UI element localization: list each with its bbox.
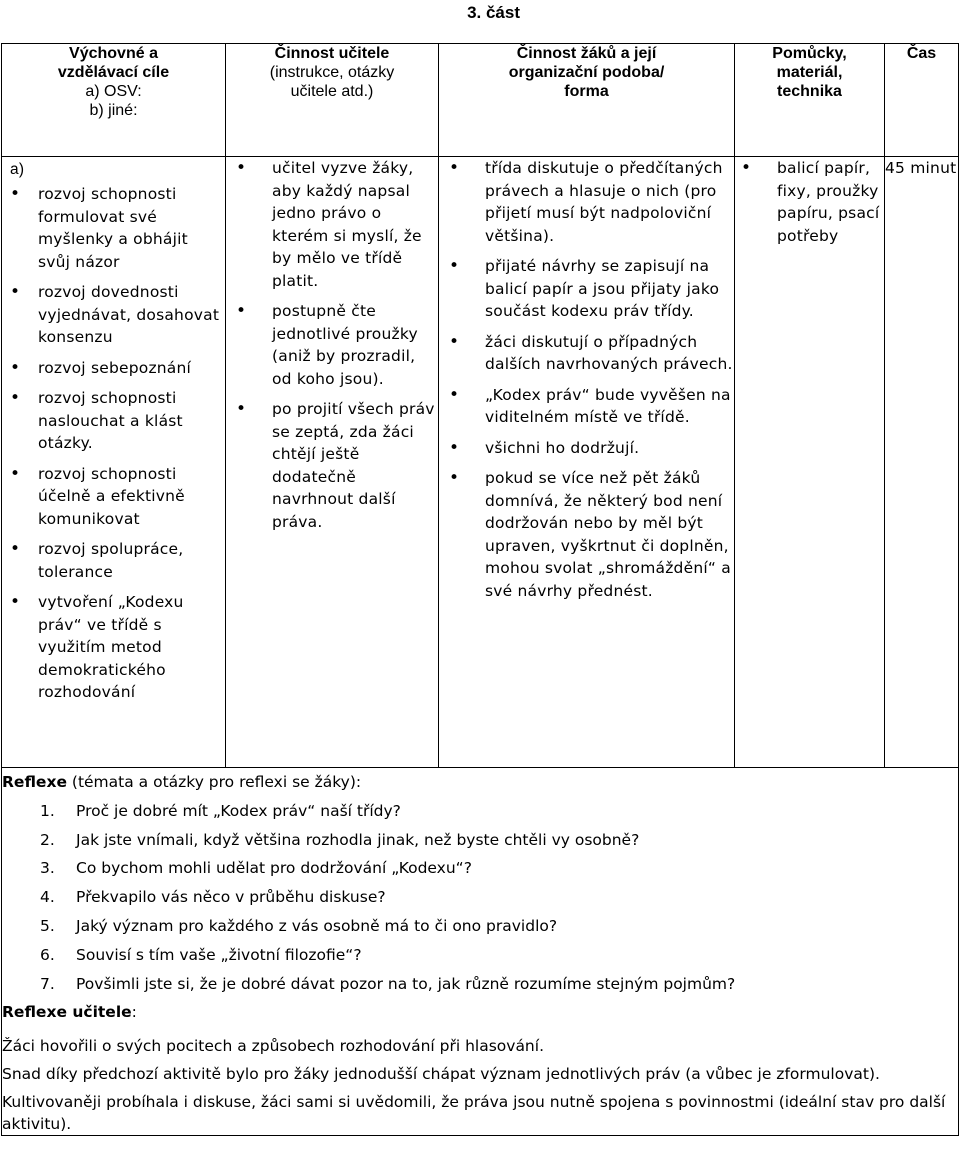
goals-cell [2,157,226,768]
list-item: • žáci diskutují o případných dalších navrhovaných právech. [439,331,734,376]
goals-list [2,183,225,704]
reflection-title: Reflexe (témata a otázky pro reflexi se žáky): [2,773,362,791]
header-teacher-activity: Činnost učitele (instrukce, otázky učitele atd.) [226,44,439,157]
time-value: 45 minut [885,159,957,177]
teacher-reflection-paragraph: Snad díky předchozí aktivitě bylo pro žáky jednodušší chápat význam jednotlivých práv (a vůbec je zformulovat). [2,1065,880,1084]
teacher-activity-cell [226,157,439,768]
list-item: • rozvoj dovednosti vyjednávat, dosahovat konsenzu [2,281,225,349]
teacher-reflection-title: Reflexe učitele: [2,1003,137,1022]
list-item: • všichni ho dodržují. [439,437,734,460]
header-row [2,44,959,157]
reflection-row [2,768,959,1136]
list-item: • vytvoření „Kodexu práv“ ve třídě s využitím metod demokratického rozhodování [2,591,225,704]
header-time: Čas [885,44,959,157]
list-item: 7. Povšimli jste si, že je dobré dávat pozor na to, jak různě rozumíme stejným pojmům? [40,974,736,993]
teacher-reflection-paragraph: Kultivovaněji probíhala i diskuse, žáci sami si uvědomili, že práva jsou nutně spojena s povinnostmi (ideální stav pro další aktivitu). [2,1093,946,1134]
list-item: • rozvoj sebepoznání [2,357,225,380]
lesson-plan-table [1,43,959,1136]
page-title: 3. část [467,3,520,22]
list-item: • balicí papír, fixy, proužky papíru, psací potřeby [735,157,884,247]
list-item: 2. Jak jste vnímali, když většina rozhodla jinak, než byste chtěli vy osobně? [40,830,640,849]
list-item: • rozvoj schopnosti naslouchat a klást otázky. [2,387,225,455]
header-goals: Výchovné a vzdělávací cíle a) OSV: b) jiné: [2,44,226,157]
header-materials: Pomůcky, materiál, technika [735,44,885,157]
list-item: • pokud se více než pět žáků domnívá, že některý bod není dodržován nebo by měl být upraven, vyškrtnut či doplněn, mohou svolat „shromáždění“ a své návrhy přednést. [439,467,734,602]
list-item: 1. Proč je dobré mít „Kodex práv“ naší třídy? [40,801,401,820]
list-item: • rozvoj schopnosti formulovat své myšlenky a obhájit svůj názor [2,183,225,273]
list-item: • přijaté návrhy se zapisují na balicí papír a jsou přijaty jako součást kodexu práv třídy. [439,255,734,323]
list-item: 3. Co bychom mohli udělat pro dodržování „Kodexu“? [40,859,472,878]
list-item: • po projití všech práv se zeptá, zda žáci chtějí ještě dodatečně navrhnout další práva. [226,398,438,533]
content-row [2,157,959,768]
reflection-cell [2,768,959,1136]
time-cell [885,157,959,768]
list-item: • učitel vyzve žáky, aby každý napsal jedno právo o kterém si myslí, že by mělo ve třídě platit. [226,157,438,292]
list-item: • rozvoj spolupráce, tolerance [2,538,225,583]
teacher-activity-list [226,157,438,533]
teacher-reflection-paragraph: Žáci hovořili o svých pocitech a způsobech rozhodování při hlasování. [2,1037,544,1056]
list-item: 5. Jaký význam pro každého z vás osobně má to či ono pravidlo? [40,916,558,935]
list-item: • postupně čte jednotlivé proužky (aniž by prozradil, od koho jsou). [226,300,438,390]
list-item: • rozvoj schopnosti účelně a efektivně komunikovat [2,463,225,531]
list-item: • „Kodex práv“ bude vyvěšen na viditelném místě ve třídě. [439,384,734,429]
header-student-activity: Činnost žáků a její organizační podoba/ forma [439,44,735,157]
materials-cell [735,157,885,768]
list-item: 4. Překvapilo vás něco v průběhu diskuse? [40,888,386,907]
goals-label: a) [10,161,25,178]
reflection-questions [2,797,958,999]
student-activity-cell [439,157,735,768]
list-item: 6. Souvisí s tím vaše „životní filozofie“? [40,945,362,964]
list-item: • třída diskutuje o předčítaných právech a hlasuje o nich (pro přijetí musí být nadpoloviční většina). [439,157,734,247]
materials-list [735,157,884,247]
student-activity-list [439,157,734,602]
